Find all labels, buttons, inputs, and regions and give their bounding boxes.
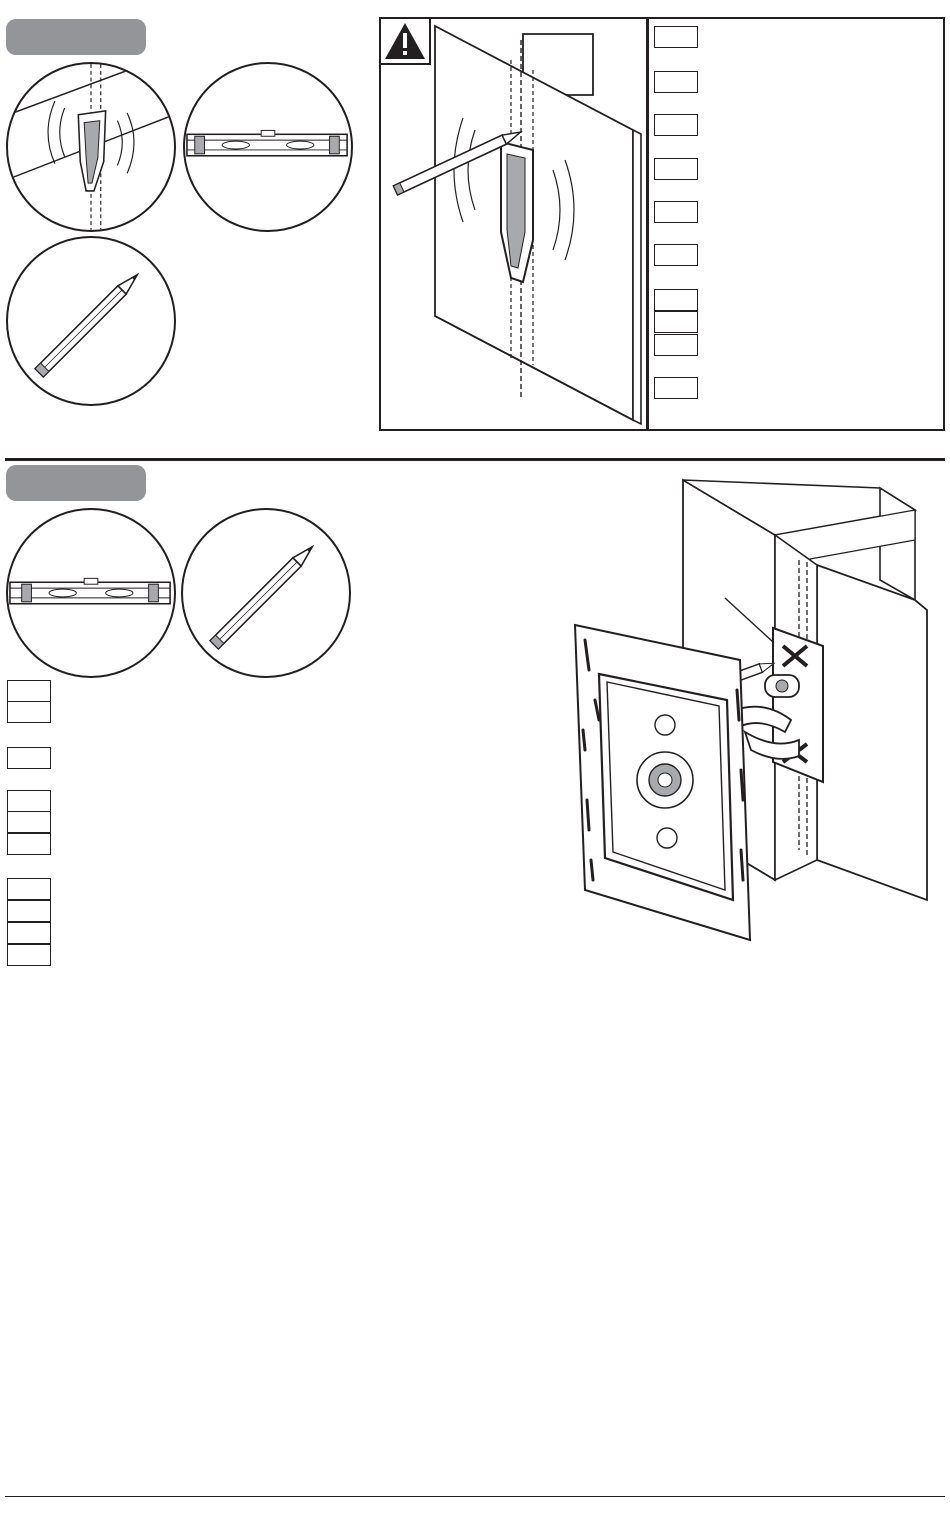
pencil-icon [183, 510, 349, 676]
step-2-badge [6, 465, 146, 501]
language-code-box [7, 922, 51, 944]
language-code-box [654, 289, 698, 311]
language-code-box [654, 71, 698, 93]
language-code-box [7, 833, 51, 855]
language-code-box [654, 158, 698, 180]
level-icon [8, 510, 174, 676]
pencil-icon [8, 238, 174, 404]
language-code-box [654, 244, 698, 266]
warning-illustration [383, 20, 645, 428]
language-code-box [654, 334, 698, 356]
language-code-box [7, 790, 51, 812]
level-tool-circle [183, 62, 353, 232]
section-divider [5, 458, 945, 461]
step-1-badge [6, 19, 146, 55]
pencil-tool-circle [181, 508, 351, 678]
language-code-box [654, 377, 698, 399]
stud-finder-tool-circle [6, 62, 176, 232]
language-code-box [7, 944, 51, 966]
language-code-box [654, 201, 698, 223]
level-tool-circle [6, 508, 176, 678]
language-code-box [7, 811, 51, 833]
language-code-box [654, 114, 698, 136]
language-code-box [654, 26, 698, 48]
pencil-tool-circle [6, 236, 176, 406]
language-code-box [7, 701, 51, 723]
language-code-box [654, 311, 698, 333]
language-code-box [7, 747, 51, 769]
language-code-box [7, 878, 51, 900]
language-code-box [7, 900, 51, 922]
level-icon [185, 64, 351, 230]
language-code-box [7, 680, 51, 702]
mount-illustration [555, 470, 945, 950]
footer-rule [5, 1496, 945, 1497]
stud-finder-icon [8, 64, 174, 230]
warning-divider [646, 17, 649, 431]
